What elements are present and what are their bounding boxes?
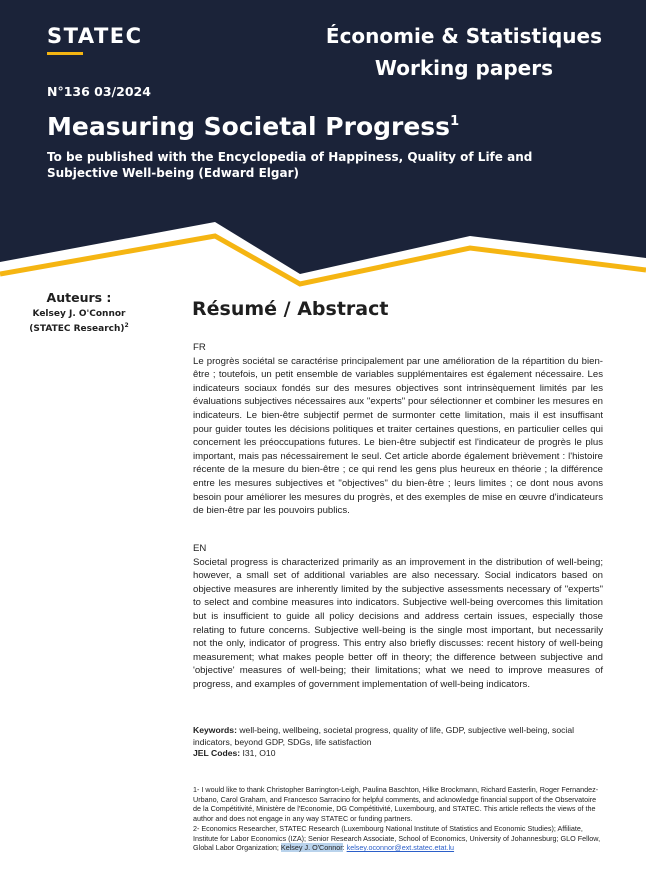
footnotes (193, 785, 603, 853)
authors-block (24, 290, 134, 335)
abstract-fr-label: FR (193, 342, 206, 353)
jel-line (193, 748, 603, 760)
statec-logo: STATEC (47, 24, 143, 48)
keywords-line (193, 725, 603, 748)
keywords-label: Keywords: (193, 725, 237, 735)
paper-title (47, 112, 459, 141)
jel-text: I31, O10 (242, 748, 276, 758)
author-name-text: Kelsey J. O'Connor (32, 309, 126, 319)
series-line-2: Working papers (374, 56, 553, 80)
footnote-2-separator: : (342, 843, 345, 853)
series-line-1: Économie & Statistiques (325, 24, 602, 48)
author-email-link[interactable]: kelsey.oconnor@ext.statec.etat.lu (346, 843, 455, 853)
abstract-en-text: Societal progress is characterized primarily as an improvement in the distribution of well-being; however, a small set of additional variables are also necessary. Social indicators based on objective measures are inherently limited by the subjective assessments necessary of "experts" to select and combine measures into indicators. Subjective well-being overcomes this limitation but is insufficient to guide all policy decisions and address certain issues, especially those relating to future concerns. Subjective well-being is the single most important, but necessarily not the only, indicator of progress. This entry also briefly discusses: recent history of well-being measurement; what makes people better off in theory; the difference between subjective and 'objective' measures of well-being; their limitations; what we need to improve measures of progress, and examples of government implementation of well-being indicators. (193, 556, 603, 690)
logo-underline (47, 52, 83, 55)
author-affiliation-text: (STATEC Research) (29, 324, 125, 334)
affiliation-footnote-marker: 2 (124, 322, 129, 329)
keywords-text: well-being, wellbeing, societal progress, quality of life, GDP, subjective well-being, social indicators, beyond GDP, SDGs, life satisfaction (193, 725, 575, 747)
footnote-1: 1- I would like to thank Christopher Barrington-Leigh, Paulina Baschton, Hilke Brockmann, Richard Easterlin, Roger Fernandez-Urbano, Carol Graham, and Francesco Sarracino for helpful comments, and acknowledge financial support of the Observatoire de la Compétitivité, Ministère de l'Economie, DG Compétitivité, Luxembourg, and STATEC. This article reflects the views of the author and does not engage in any way STATEC or funding partners. (193, 785, 599, 824)
author-name (24, 308, 134, 335)
paper-subtitle: To be published with the Encyclopedia of Happiness, Quality of Life and Subjective Well-being (Edward Elgar) (47, 150, 533, 180)
footnote-2 (193, 824, 603, 853)
footnote-2-author-highlight[interactable]: Kelsey J. O'Connor (280, 843, 343, 853)
series-title (326, 20, 602, 84)
issue-number: N°136 03/2024 (47, 84, 151, 99)
abstract-fr (193, 341, 603, 518)
paper-title-text: Measuring Societal Progress (47, 112, 451, 141)
jel-label: JEL Codes: (193, 748, 241, 758)
authors-label: Auteurs : (46, 290, 112, 305)
keywords-block (193, 725, 603, 760)
abstract-heading: Résumé / Abstract (192, 298, 389, 320)
abstract-en-label: EN (193, 543, 207, 554)
author-affiliation (24, 320, 134, 335)
footnote-2-text: 2- Economics Researcher, STATEC Research (Luxembourg National Institute of Statistics and Economic Studies); Affiliate, Institute for Labor Economics (IZA); Senior Research Associate, School of Economics, University of Johannesburg; GLO Fellow, Global Labor Organization; (193, 823, 601, 853)
abstract-en (193, 542, 603, 692)
abstract-fr-text: Le progrès sociétal se caractérise principalement par une amélioration de la répartition du bien-être ; toutefois, un petit ensemble de variables supplémentaires est également nécessaire. Les indicateurs sociaux fondés sur des mesures objectives sont intrinsèquement limités par les évaluations subjectives nécessaires aux "experts" pour sélectionner et combiner les mesures en indicateurs. Le bien-être subjectif permet de surmonter cette limitation, mais il est insuffisant pour guider toutes les décisions politiques et traiter certaines questions, en particulier celles qui concernent les préoccupations futures. Le bien-être subjectif est l'indicateur de progrès le plus important, mais pas nécessairement le seul. Cet article aborde également brièvement : l'histoire récente de la mesure du bien-être ; ce qui rend les gens plus heureux en théorie ; la différence entre les mesures subjectives et "objectives" du bien-être ; leurs limites ; ce dont nous avons besoin pour améliorer les mesures du progrès, et des exemples de mise en œuvre d'indicateurs de bien-être par les pouvoirs publics. (193, 355, 603, 517)
cover-header (0, 0, 646, 300)
title-footnote-marker: 1 (450, 114, 460, 129)
